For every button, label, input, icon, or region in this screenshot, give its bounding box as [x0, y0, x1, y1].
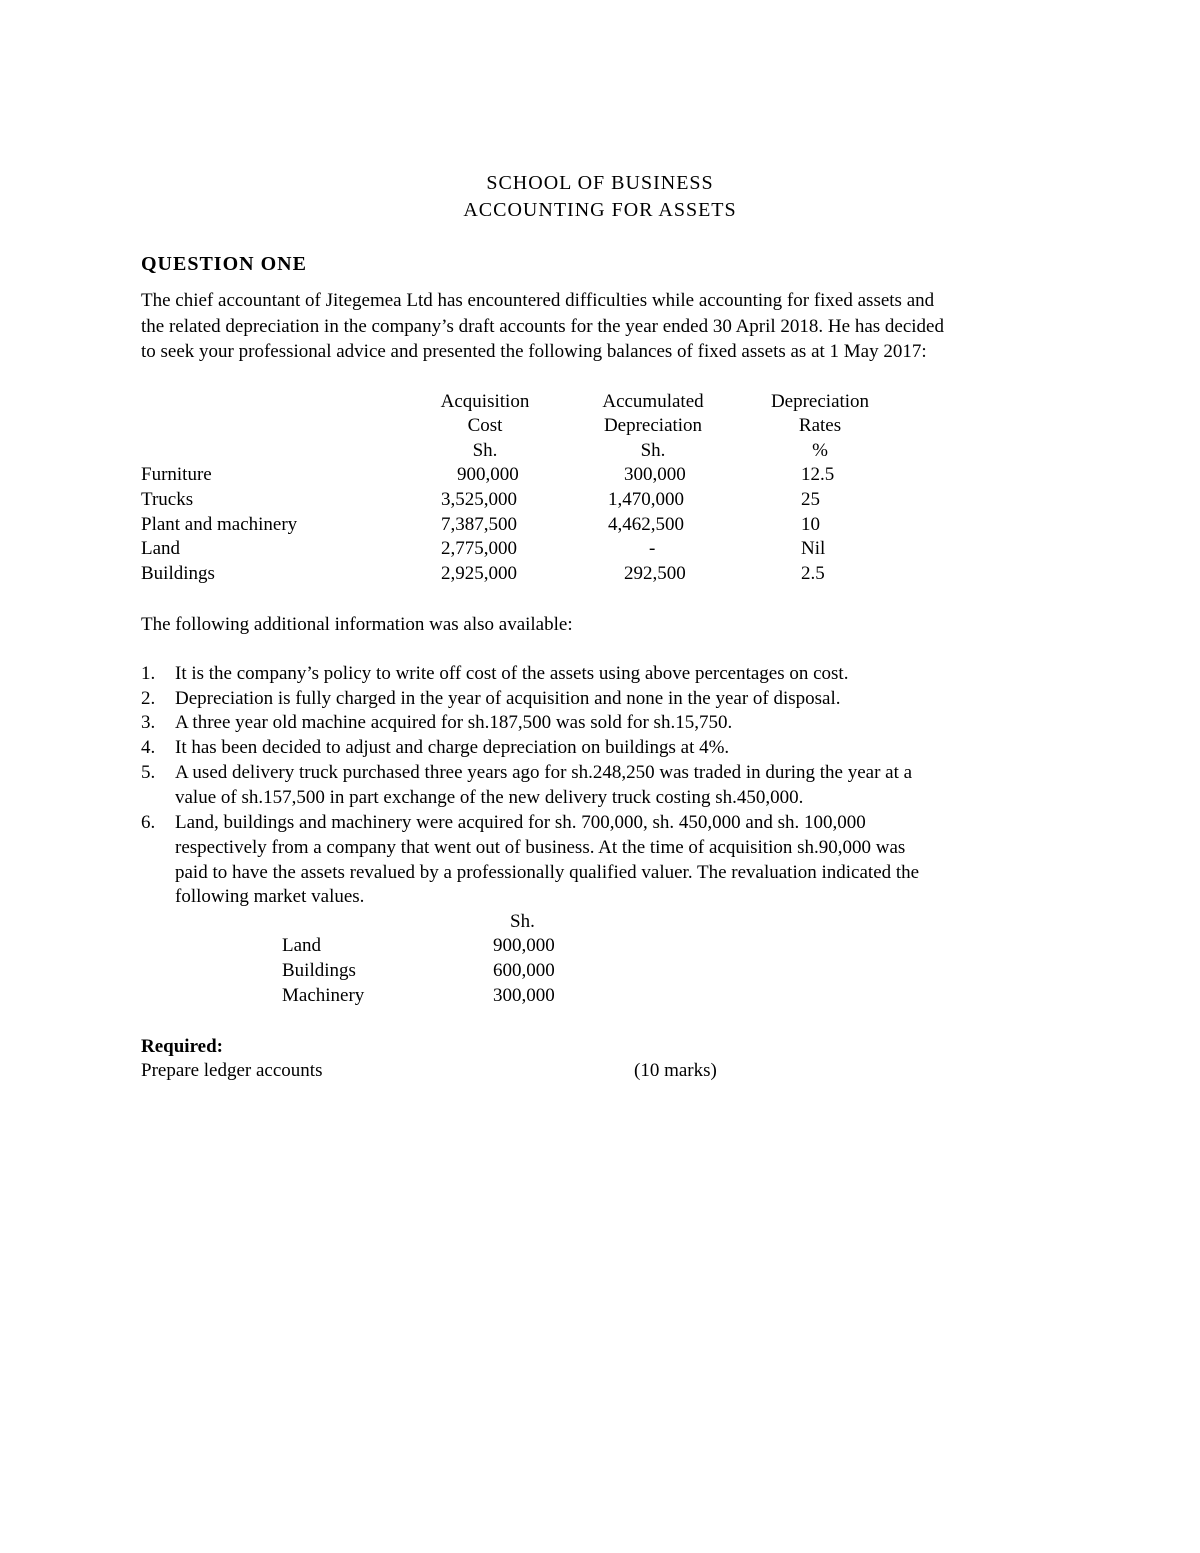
table-row-asset: Trucks [141, 489, 194, 510]
list-item-text: respectively from a company that went out of business. At the time of acquisition sh.90,000 was [175, 837, 906, 858]
market-values-unit: Sh. [510, 911, 535, 932]
list-item-text: paid to have the assets revalued by a professionally qualified valuer. The revaluation indicated the [175, 862, 920, 883]
table-cell-rate: 25 [801, 489, 820, 510]
market-values-asset: Buildings [282, 960, 356, 981]
table-cell-cost: 7,387,500 [441, 514, 517, 535]
required-task: Prepare ledger accounts [141, 1060, 323, 1081]
list-item-number: 5. [141, 762, 156, 783]
document-title: SCHOOL OF BUSINESS [486, 172, 714, 194]
column-header: Acquisition [440, 391, 530, 412]
list-item-text: It is the company’s policy to write off cost of the assets using above percentages on cost. [175, 663, 849, 684]
table-cell-rate: 12.5 [801, 464, 835, 485]
table-cell-cost: 2,925,000 [441, 563, 517, 584]
table-cell-cost: 900,000 [457, 464, 519, 485]
market-values-amount: 300,000 [493, 985, 555, 1006]
intro-line: The chief accountant of Jitegemea Ltd has encountered difficulties while accounting for fixed assets and [141, 290, 935, 311]
table-row-asset: Land [141, 538, 181, 559]
column-header: Rates [798, 415, 842, 436]
column-header: % [812, 440, 828, 461]
table-row-asset: Furniture [141, 464, 212, 485]
column-header: Sh. [472, 440, 498, 461]
intro-line: the related depreciation in the company’s draft accounts for the year ended 30 April 2018. He has decided [141, 316, 944, 337]
column-header: Accumulated [602, 391, 704, 412]
column-header: Depreciation [603, 415, 703, 436]
required-heading: Required: [141, 1036, 223, 1057]
document-subtitle: ACCOUNTING FOR ASSETS [463, 199, 737, 221]
table-row-asset: Plant and machinery [141, 514, 298, 535]
table-cell-rate: 10 [801, 514, 820, 535]
market-values-asset: Land [282, 935, 322, 956]
list-item-number: 1. [141, 663, 156, 684]
table-cell-rate: Nil [801, 538, 826, 559]
column-header: Sh. [640, 440, 666, 461]
column-header: Depreciation [770, 391, 870, 412]
list-item-text: A three year old machine acquired for sh.187,500 was sold for sh.15,750. [175, 712, 733, 733]
table-cell-accum: 1,470,000 [608, 489, 684, 510]
additional-info-intro: The following additional information was also available: [141, 614, 573, 635]
list-item-text: Depreciation is fully charged in the year of acquisition and none in the year of disposal. [175, 688, 841, 709]
table-cell-accum: 300,000 [624, 464, 686, 485]
market-values-asset: Machinery [282, 985, 365, 1006]
list-item-number: 2. [141, 688, 156, 709]
table-cell-cost: 2,775,000 [441, 538, 517, 559]
list-item-text: It has been decided to adjust and charge depreciation on buildings at 4%. [175, 737, 730, 758]
list-item-text: value of sh.157,500 in part exchange of the new delivery truck costing sh.450,000. [175, 787, 804, 808]
list-item-number: 3. [141, 712, 156, 733]
list-item-text: following market values. [175, 886, 365, 907]
marks-allocation: (10 marks) [634, 1060, 717, 1081]
question-heading: QUESTION ONE [141, 253, 307, 275]
table-cell-accum: - [649, 538, 656, 559]
column-header: Cost [467, 415, 503, 436]
table-cell-cost: 3,525,000 [441, 489, 517, 510]
market-values-amount: 900,000 [493, 935, 555, 956]
table-row-asset: Buildings [141, 563, 215, 584]
list-item-text: A used delivery truck purchased three years ago for sh.248,250 was traded in during the year at a [175, 762, 913, 783]
list-item-text: Land, buildings and machinery were acquired for sh. 700,000, sh. 450,000 and sh. 100,000 [175, 812, 866, 833]
table-cell-accum: 292,500 [624, 563, 686, 584]
intro-line: to seek your professional advice and presented the following balances of fixed assets as at 1 May 2017: [141, 341, 927, 362]
table-cell-rate: 2.5 [801, 563, 825, 584]
table-cell-accum: 4,462,500 [608, 514, 684, 535]
market-values-amount: 600,000 [493, 960, 555, 981]
list-item-number: 4. [141, 737, 156, 758]
list-item-number: 6. [141, 812, 156, 833]
